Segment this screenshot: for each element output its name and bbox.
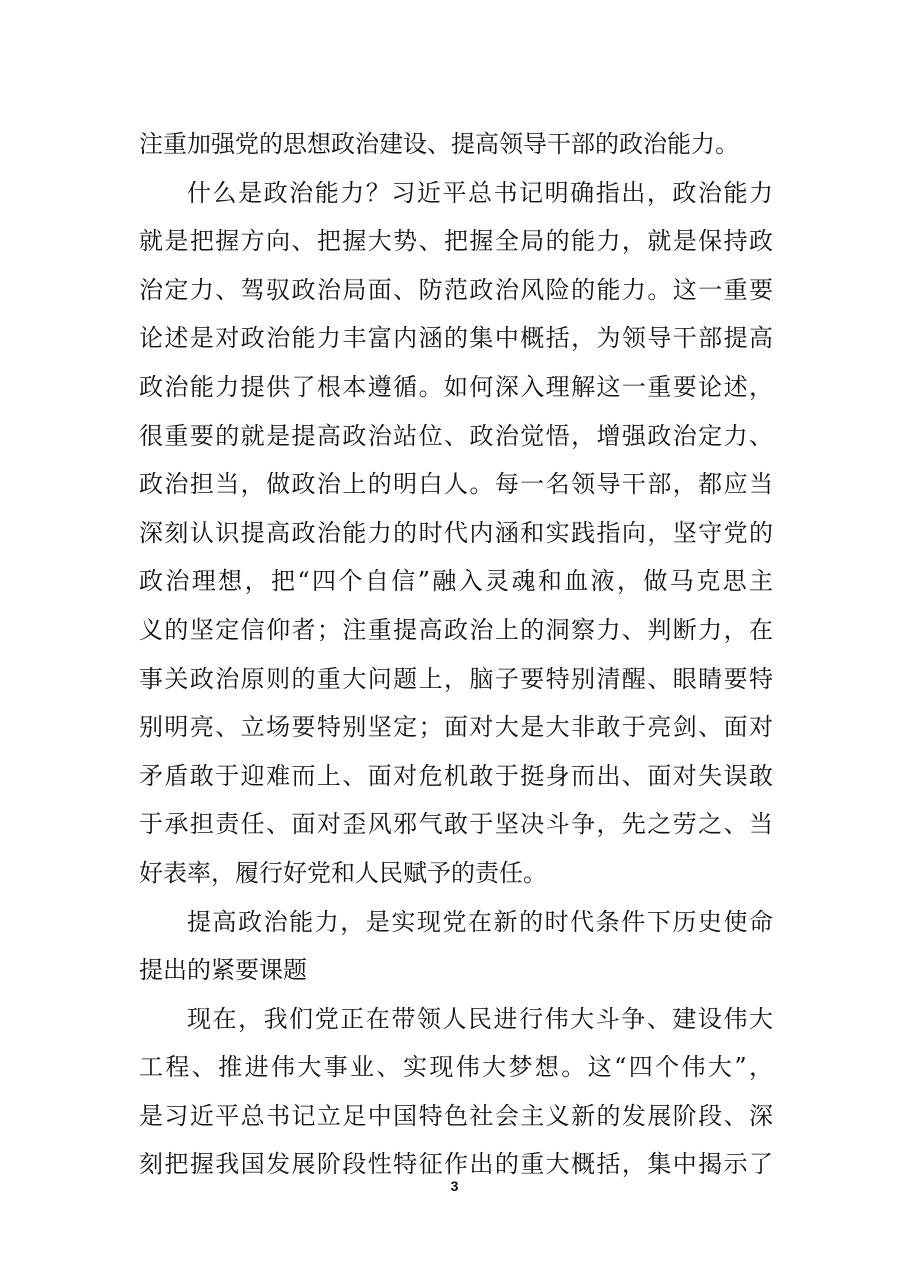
text-line: 就是把握方向、把握大势、把握全局的能力，就是保持政 — [139, 227, 773, 256]
text-line: 注重加强党的思想政治建设、提高领导干部的政治能力。 — [139, 130, 739, 158]
text-line: 很重要的就是提高政治站位、政治觉悟，增强政治定力、 — [139, 421, 773, 450]
text-line: 于承担责任、面对歪风邪气敢于坚决斗争，先之劳之、当 — [139, 810, 773, 839]
text-line: 政治担当，做政治上的明白人。每一名领导干部，都应当 — [139, 470, 773, 499]
text-line: 论述是对政治能力丰富内涵的集中概括，为领导干部提高 — [139, 324, 773, 353]
page-number: 3 — [450, 1178, 459, 1194]
text-line: 刻把握我国发展阶段性特征作出的重大概括，集中揭示了 — [139, 1150, 773, 1179]
text-line: 深刻认识提高政治能力的时代内涵和实践指向，坚守党的 — [139, 518, 773, 547]
text-line: 是习近平总书记立足中国特色社会主义新的发展阶段、深 — [139, 1101, 773, 1130]
text-line: 事关政治原则的重大问题上，脑子要特别清醒、眼睛要特 — [139, 664, 773, 693]
text-line: 提高政治能力，是实现党在新的时代条件下历史使命 — [187, 907, 773, 936]
body-text — [139, 120, 773, 1189]
text-line: 政治能力提供了根本遵循。如何深入理解这一重要论述， — [139, 372, 773, 401]
text-line: 提出的紧要课题 — [139, 956, 307, 985]
text-line: 什么是政治能力？习近平总书记明确指出，政治能力 — [187, 178, 773, 207]
text-line: 好表率，履行好党和人民赋予的责任。 — [139, 858, 547, 887]
text-line: 治定力、驾驭政治局面、防范政治风险的能力。这一重要 — [139, 275, 773, 304]
text-line: 政治理想，把“四个自信”融入灵魂和血液，做马克思主 — [139, 567, 773, 596]
text-line: 义的坚定信仰者；注重提高政治上的洞察力、判断力，在 — [139, 615, 773, 644]
text-line: 现在，我们党正在带领人民进行伟大斗争、建设伟大 — [187, 1004, 773, 1033]
text-line: 工程、推进伟大事业、实现伟大梦想。这“四个伟大”， — [139, 1053, 773, 1082]
text-line: 矛盾敢于迎难而上、面对危机敢于挺身而出、面对失误敢 — [139, 761, 773, 790]
text-line: 别明亮、立场要特别坚定；面对大是大非敢于亮剑、面对 — [139, 713, 773, 742]
